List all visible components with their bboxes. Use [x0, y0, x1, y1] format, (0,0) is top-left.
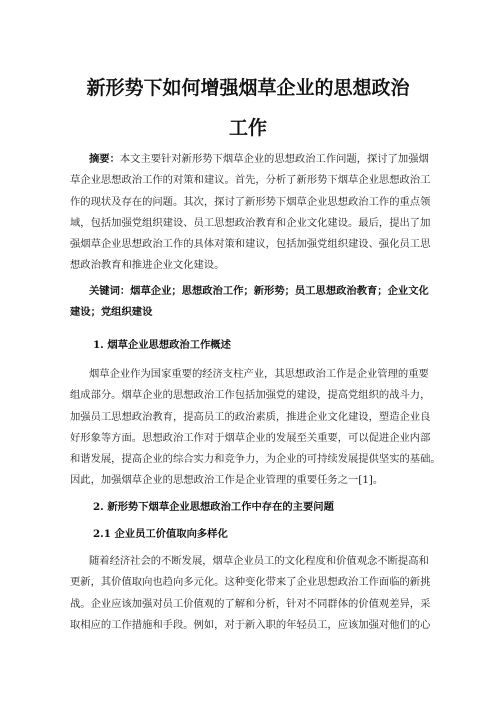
section-2-1-line: 战。企业应该加强对员工价值观的了解和分析，针对不同群体的价值观差异，采: [70, 597, 431, 610]
section-1-paragraph: [70, 364, 441, 492]
abstract-label: 摘要：: [89, 153, 120, 165]
title-line-1: 新形势下如何增强烟草企业的思想政治: [86, 77, 410, 99]
section-1-heading: 1. 烟草企业思想政治工作概述: [93, 339, 231, 351]
keywords-line: 建设；党组织建设: [70, 306, 153, 319]
section-2-1-line: 随着经济社会的不断发展，烟草企业员工的文化程度和价值观念不断提高和: [89, 555, 429, 567]
section-1-line: 因此，加强烟草企业的思想政治工作是企业管理的重要任务之一[1]。: [70, 474, 384, 487]
section-1-line: 加强员工思想政治教育，提高员工的政治素质，推进企业文化建设，塑造企业良: [70, 410, 431, 423]
abstract-line: 想政治教育和推进企业文化建设。: [70, 259, 225, 272]
section-1-line: 和谐发展，提高企业的综合实力和竞争力，为企业的可持续发展提供坚实的基础。: [70, 453, 441, 466]
abstract-line: 本文主要针对新形势下烟草企业的思想政治工作问题，探讨了加强烟: [119, 153, 429, 165]
document-title: [60, 68, 436, 148]
section-2-heading: 2. 新形势下烟草企业思想政治工作中存在的主要问题: [93, 501, 334, 513]
abstract-line: 域，包括加强党组织建设、员工思想政治教育和企业文化建设。最后，提出了加: [70, 216, 431, 229]
section-2-1-paragraph: [70, 551, 432, 636]
section-2-1-line: 取相应的工作措施和手段。例如，对于新入职的年轻员工，应该加强对他们的心: [70, 618, 431, 631]
abstract-line: 强烟草企业思想政治工作的具体对策和建议，包括加强党组织建设、强化员工思: [70, 238, 431, 251]
section-2-1-line: 更新，其价值取向也趋向多元化。这种变化带来了企业思想政治工作面临的新挑: [70, 576, 431, 589]
title-line-2: 工作: [228, 117, 267, 139]
section-2-1-heading: 2.1 企业员工价值取向多样化: [93, 528, 228, 540]
abstract-line: 作的现状及存在的问题。其次，探讨了新形势下烟草企业思想政治工作的重点领: [70, 195, 431, 208]
keywords-line: 关键词：烟草企业；思想政治工作；新形势；员工思想政治教育；企业文化: [89, 285, 429, 297]
abstract-paragraph: [70, 149, 432, 277]
section-1-line: 组成部分。烟草企业的思想政治工作包括加强党的建设，提高党组织的战斗力，: [70, 389, 431, 402]
section-1-line: 烟草企业作为国家重要的经济支柱产业，其思想政治工作是企业管理的重要: [89, 368, 429, 380]
abstract-line: 草企业思想政治工作的对策和建议。首先，分析了新形势下烟草企业思想政治工: [70, 174, 431, 187]
section-1-line: 好形象等方面。思想政治工作对于烟草企业的发展至关重要，可以促进企业内部: [70, 431, 431, 444]
keywords-paragraph: [70, 281, 432, 324]
